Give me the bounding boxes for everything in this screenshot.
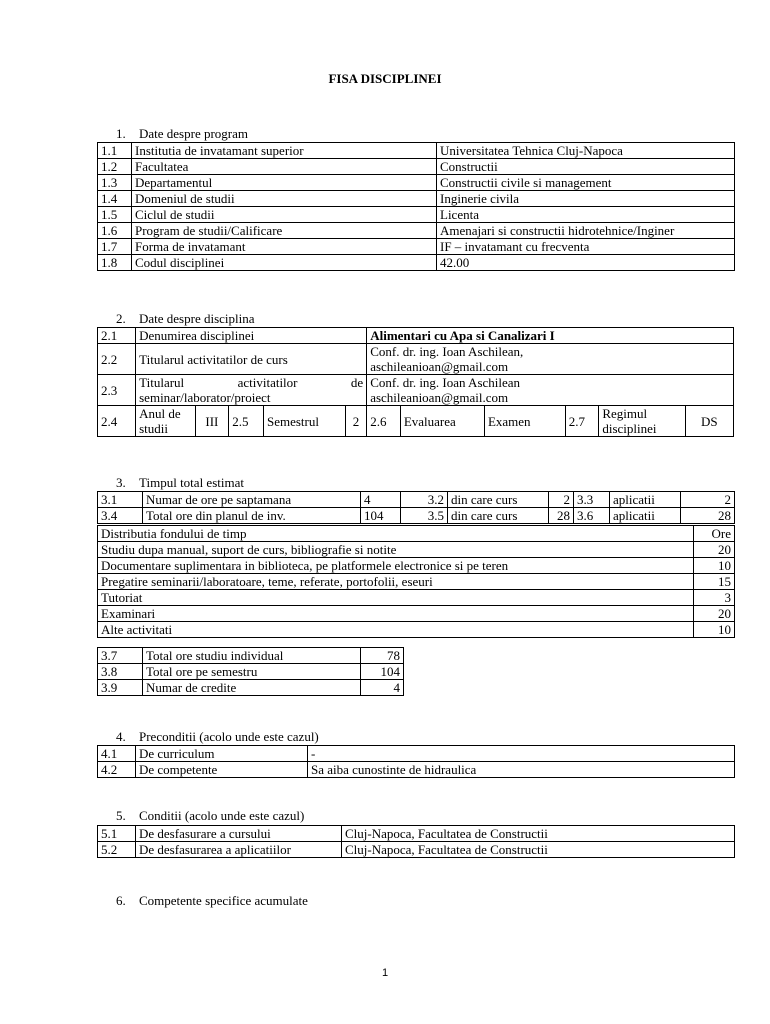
row-label: De competente (136, 762, 308, 778)
row-number: 3.5 (401, 508, 448, 524)
program-table (97, 142, 735, 271)
row-value: Cluj-Napoca, Facultatea de Constructii (342, 826, 735, 842)
row-number: 2.5 (229, 406, 264, 437)
row-number: 1.2 (98, 159, 132, 175)
table-row (98, 558, 735, 574)
row-number: 2.6 (367, 406, 401, 437)
row-number: 2.7 (565, 406, 599, 437)
row-number: 4.2 (98, 762, 136, 778)
row-label: Alte activitati (98, 622, 694, 638)
row-label: seminar/laborator/proiect (139, 390, 271, 405)
row-number: 3.6 (574, 508, 610, 524)
table-row (98, 746, 735, 762)
row-number: 5.1 (98, 826, 136, 842)
table-row (98, 328, 734, 344)
section-2-heading: Date despre disciplina (139, 311, 255, 326)
totals-table (97, 647, 404, 696)
table-row (98, 143, 735, 159)
time-table (97, 491, 735, 524)
row-label: din care curs (448, 492, 549, 508)
row-value: 42.00 (437, 255, 735, 271)
row-label: Documentare suplimentara in biblioteca, pe platformele electronice si pe teren (98, 558, 694, 574)
section-3-heading: Timpul total estimat (139, 475, 244, 490)
row-number: 3.2 (401, 492, 448, 508)
regime-label: Regimul (602, 406, 648, 421)
row-value: Amenajari si constructii hidrotehnice/Inginer (437, 223, 735, 239)
seminar-lecturer: Conf. dr. ing. Ioan Aschilean (370, 375, 521, 390)
row-value: Licenta (437, 207, 735, 223)
row-value: 4 (361, 680, 404, 696)
section-4-number: 4. (116, 729, 126, 744)
section-6-number: 6. (116, 893, 126, 908)
year-value: III (195, 406, 229, 437)
row-number: 5.2 (98, 842, 136, 858)
discipline-table (97, 327, 734, 437)
row-number: 3.3 (574, 492, 610, 508)
table-row (98, 375, 734, 406)
row-label: De curriculum (136, 746, 308, 762)
table-row (98, 223, 735, 239)
course-lecturer-email: aschileanioan@gmail.com (370, 359, 509, 374)
year-label: studii (139, 421, 169, 436)
row-label: Total ore din planul de inv. (143, 508, 361, 524)
row-number: 2.1 (98, 328, 136, 344)
row-label: Facultatea (132, 159, 437, 175)
row-value: 4 (361, 492, 401, 508)
row-number: 1.8 (98, 255, 132, 271)
table-row (98, 826, 735, 842)
table-row (98, 606, 735, 622)
section-6-heading: Competente specifice acumulate (139, 893, 308, 908)
row-label: Institutia de invatamant superior (132, 143, 437, 159)
table-row (98, 344, 734, 375)
semester-value: 2 (345, 406, 366, 437)
section-5-heading: Conditii (acolo unde este cazul) (139, 808, 305, 823)
row-value: 20 (694, 606, 735, 622)
discipline-name: Alimentari cu Apa si Canalizari I (367, 328, 734, 344)
row-number: 4.1 (98, 746, 136, 762)
semester-label: Semestrul (263, 406, 345, 437)
row-value: Sa aiba cunostinte de hidraulica (308, 762, 735, 778)
table-row (98, 648, 404, 664)
row-number: 3.1 (98, 492, 143, 508)
row-label: Distributia fondului de timp (98, 526, 694, 542)
table-row (98, 664, 404, 680)
row-number: 2.4 (98, 406, 136, 437)
row-value: 2 (549, 492, 574, 508)
row-number: 3.9 (98, 680, 143, 696)
row-label: De desfasurarea a aplicatiilor (136, 842, 342, 858)
row-number: 1.5 (98, 207, 132, 223)
seminar-lecturer-email: aschileanioan@gmail.com (370, 390, 509, 405)
row-label: Examinari (98, 606, 694, 622)
row-number: 1.7 (98, 239, 132, 255)
row-value: 3 (694, 590, 735, 606)
table-row (98, 842, 735, 858)
section-3-number: 3. (116, 475, 126, 490)
row-label: Numar de credite (143, 680, 361, 696)
row-label: Forma de invatamant (132, 239, 437, 255)
table-row (98, 508, 735, 524)
row-value: 10 (694, 558, 735, 574)
row-value: Cluj-Napoca, Facultatea de Constructii (342, 842, 735, 858)
row-label: Numar de ore pe saptamana (143, 492, 361, 508)
evaluation-value: Examen (484, 406, 565, 437)
conditions-table (97, 825, 735, 858)
row-label: aplicatii (610, 508, 681, 524)
row-label: Titularul activitatilor de curs (136, 344, 367, 375)
row-value: 104 (361, 664, 404, 680)
year-label: Anul de (139, 406, 181, 421)
row-label: Titularul (139, 375, 185, 390)
row-value: 28 (681, 508, 735, 524)
row-label: Studiu dupa manual, suport de curs, bibliografie si notite (98, 542, 694, 558)
table-row (98, 207, 735, 223)
row-value: IF – invatamant cu frecventa (437, 239, 735, 255)
row-value: 2 (681, 492, 735, 508)
row-label: de (350, 375, 364, 390)
table-row (98, 526, 735, 542)
row-label: din care curs (448, 508, 549, 524)
row-label: activitatilor (237, 375, 298, 390)
time-distribution-table (97, 525, 735, 638)
row-label: Total ore pe semestru (143, 664, 361, 680)
section-2-number: 2. (116, 311, 126, 326)
row-label: Codul disciplinei (132, 255, 437, 271)
row-value: Universitatea Tehnica Cluj-Napoca (437, 143, 735, 159)
table-row (98, 406, 734, 437)
row-label: De desfasurare a cursului (136, 826, 342, 842)
row-number: 2.2 (98, 344, 136, 375)
row-label: Tutoriat (98, 590, 694, 606)
row-value: 104 (361, 508, 401, 524)
row-label: Domeniul de studii (132, 191, 437, 207)
evaluation-label: Evaluarea (400, 406, 484, 437)
row-value: 20 (694, 542, 735, 558)
table-row (98, 680, 404, 696)
row-number: 1.1 (98, 143, 132, 159)
row-number: 3.7 (98, 648, 143, 664)
row-value: Inginerie civila (437, 191, 735, 207)
table-row (98, 590, 735, 606)
row-number: 1.6 (98, 223, 132, 239)
table-row (98, 762, 735, 778)
row-label: Ciclul de studii (132, 207, 437, 223)
row-value: 28 (549, 508, 574, 524)
row-value: Constructii civile si management (437, 175, 735, 191)
section-5-number: 5. (116, 808, 126, 823)
table-row (98, 159, 735, 175)
course-lecturer: Conf. dr. ing. Ioan Aschilean, (370, 344, 524, 359)
regime-label: disciplinei (602, 421, 657, 436)
row-number: 1.4 (98, 191, 132, 207)
row-value: 78 (361, 648, 404, 664)
table-row (98, 239, 735, 255)
table-row (98, 492, 735, 508)
section-1-number: 1. (116, 126, 126, 141)
table-row (98, 191, 735, 207)
row-value: - (308, 746, 735, 762)
document-title: FISA DISCIPLINEI (328, 71, 442, 86)
row-label: Program de studii/Calificare (132, 223, 437, 239)
row-number: 2.3 (98, 375, 136, 406)
row-value: 10 (694, 622, 735, 638)
row-value: Ore (694, 526, 735, 542)
preconditions-table (97, 745, 735, 778)
row-label: Total ore studiu individual (143, 648, 361, 664)
row-value: 15 (694, 574, 735, 590)
section-1-heading: Date despre program (139, 126, 249, 141)
row-value: Constructii (437, 159, 735, 175)
row-number: 3.8 (98, 664, 143, 680)
row-number: 1.3 (98, 175, 132, 191)
row-number: 3.4 (98, 508, 143, 524)
row-label: aplicatii (610, 492, 681, 508)
table-row (98, 574, 735, 590)
table-row (98, 622, 735, 638)
section-4-heading: Preconditii (acolo unde este cazul) (139, 729, 319, 744)
table-row (98, 175, 735, 191)
row-label: Pregatire seminarii/laboratoare, teme, referate, portofolii, eseuri (98, 574, 694, 590)
row-label: Departamentul (132, 175, 437, 191)
table-row (98, 542, 735, 558)
regime-value: DS (685, 406, 733, 437)
table-row (98, 255, 735, 271)
row-label: Denumirea disciplinei (136, 328, 367, 344)
page-number: 1 (381, 967, 389, 979)
